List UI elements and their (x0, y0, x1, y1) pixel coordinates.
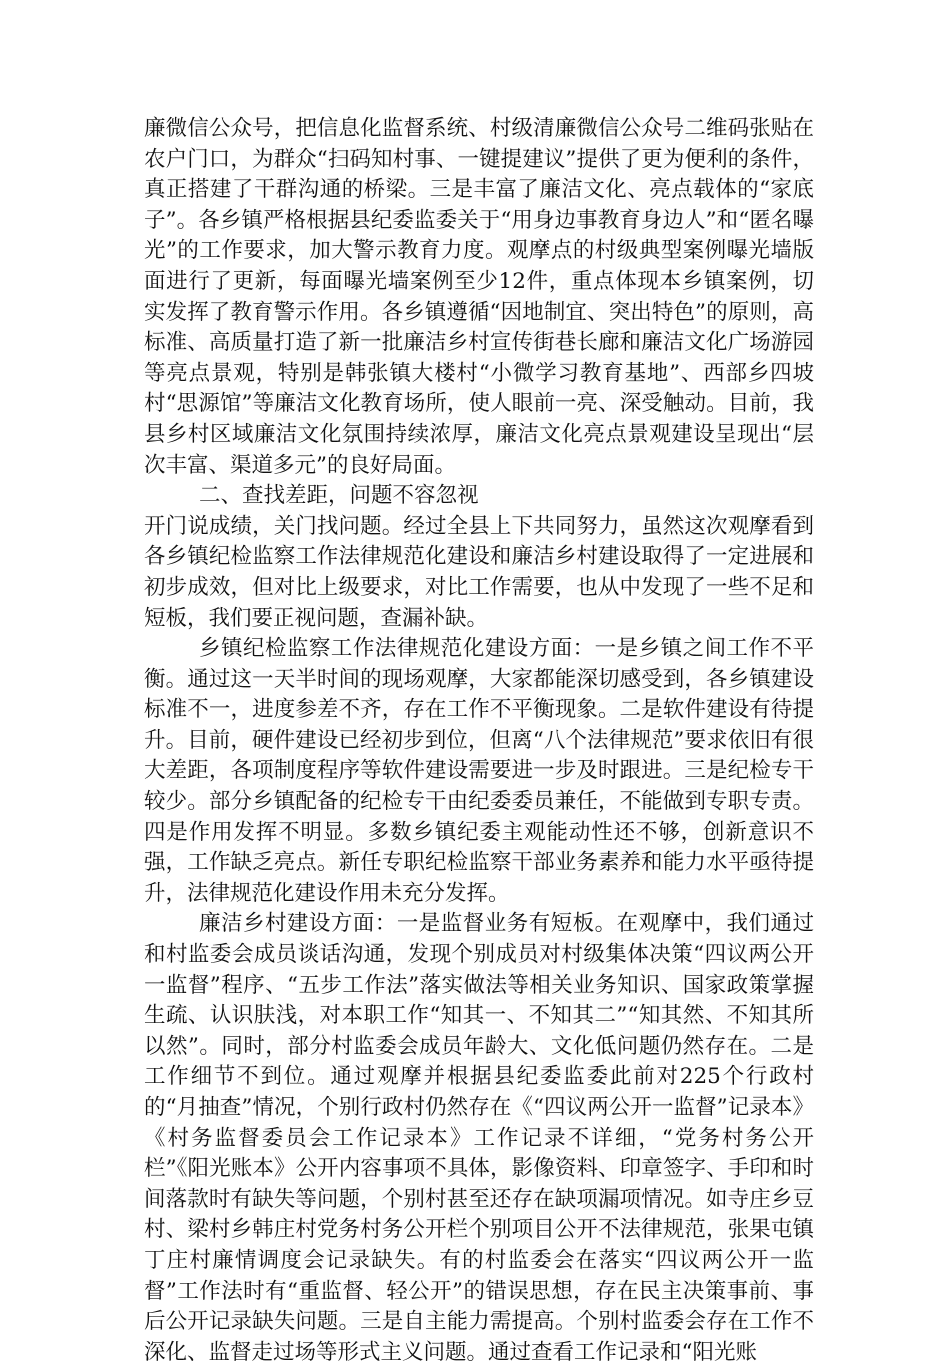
paragraph-clean-village: 廉洁乡村建设方面：一是监督业务有短板。在观摩中，我们通过和村监委会成员谈话沟通，发现个别成员对村级集体决策“四议两公开一监督”程序、“五步工作法”落实做法等相关业务知识、国家政策掌握生疏、认识肤浅，对本职工作“知其一、不知其二”“知其然、不知其所以然”。同时，部分村监委会成员年龄大、文化低问题仍然存在。二是工作细节不到位。通过观摩并根据县纪委监委此前对225个行政村的“月抽查”情况，个别行政村仍然存在《“四议两公开一监督”记录本》《村务监督委员会工作记录本》工作记录不详细，“党务村务公开栏”《阳光账本》公开内容事项不具体，影像资料、印章签字、手印和时间落款时有缺失等问题，个别村甚至还存在缺项漏项情况。如寺庄乡豆村、梁村乡韩庄村党务村务公开栏个别项目公开不法律规范，张果屯镇丁庄村廉情调度会记录缺失。有的村监委会在落实“四议两公开一监督”工作法时有“重监督、轻公开”的错误思想，存在民主决策事前、事后公开记录缺失问题。三是自主能力需提高。个别村监委会存在工作不深化、监督走过场等形式主义问题。通过查看工作记录和“阳光账 (144, 911, 814, 1365)
paragraph-legal-standardization: 乡镇纪检监察工作法律规范化建设方面：一是乡镇之间工作不平衡。通过这一天半时间的现场观摩，大家都能深切感受到，各乡镇建设标准不一，进度参差不齐，存在工作不平衡现象。二是软件建设有待提升。目前，硬件建设已经初步到位，但离“八个法律规范”要求依旧有很大差距，各项制度程序等软件建设需要进一步及时跟进。三是纪检专干较少。部分乡镇配备的纪检专干由纪委委员兼任，不能做到专职专责。四是作用发挥不明显。多数乡镇纪委主观能动性还不够，创新意识不强，工作缺乏亮点。新任专职纪检监察干部业务素养和能力水平亟待提升，法律规范化建设作用未充分发挥。 (144, 636, 814, 906)
paragraph-intro: 开门说成绩，关门找问题。经过全县上下共同努力，虽然这次观摩看到各乡镇纪检监察工作法律规范化建设和廉洁乡村建设取得了一定进展和初步成效，但对比上级要求，对比工作需要，也从中发现了一些不足和短板，我们要正视问题，查漏补缺。 (144, 513, 814, 631)
document-body (144, 114, 814, 1368)
paragraph-continuation: 廉微信公众号，把信息化监督系统、村级清廉微信公众号二维码张贴在农户门口，为群众“扫码知村事、一键提建议”提供了更为便利的条件，真正搭建了干群沟通的桥梁。三是丰富了廉洁文化、亮点载体的“家底子”。各乡镇严格根据县纪委监委关于“用身边事教育身边人”和“匿名曝光”的工作要求，加大警示教育力度。观摩点的村级典型案例曝光墙版面进行了更新，每面曝光墙案例至少12件，重点体现本乡镇案例，切实发挥了教育警示作用。各乡镇遵循“因地制宜、突出特色”的原则，高标准、高质量打造了新一批廉洁乡村宣传街巷长廊和廉洁文化广场游园等亮点景观，特别是韩张镇大楼村“小微学习教育基地”、西部乡四坡村“思源馆”等廉洁文化教育场所，使人眼前一亮、深受触动。目前，我县乡村区域廉洁文化氛围持续浓厚，廉洁文化亮点景观建设呈现出“层次丰富、渠道多元”的良好局面。 (144, 116, 814, 478)
section-heading: 二、查找差距，问题不容忽视 (199, 483, 479, 509)
